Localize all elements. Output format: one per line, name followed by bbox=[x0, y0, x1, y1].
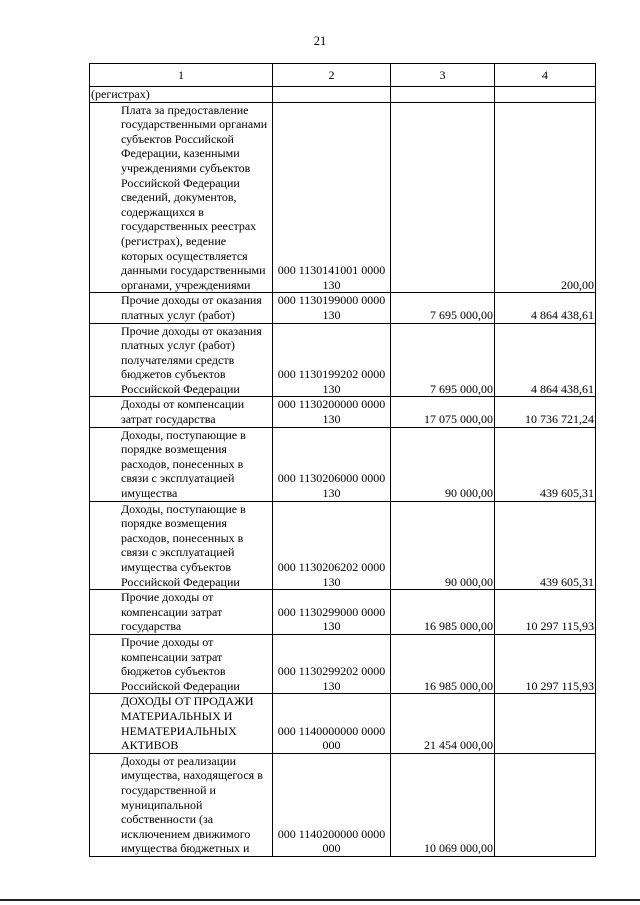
row-actual-cell-text: 10 297 115,93 bbox=[525, 619, 594, 634]
row-code-cell bbox=[273, 694, 391, 753]
column-header: 3 bbox=[391, 64, 495, 87]
row-code-cell bbox=[273, 87, 391, 103]
row-plan-cell-text: 21 454 000,00 bbox=[424, 738, 493, 753]
row-actual-cell bbox=[495, 501, 596, 590]
row-name-cell-text: Прочие доходы от оказания платных услуг (работ) bbox=[121, 293, 262, 322]
row-name-cell bbox=[90, 323, 273, 397]
row-actual-cell-text: 10 736 721,24 bbox=[525, 412, 594, 427]
row-plan-cell bbox=[391, 753, 495, 856]
row-plan-cell-text: 7 695 000,00 bbox=[430, 381, 493, 396]
row-code-cell bbox=[273, 102, 391, 293]
row-plan-cell bbox=[391, 590, 495, 635]
row-plan-cell-text: 90 000,00 bbox=[445, 574, 493, 589]
row-actual-cell-text: 10 297 115,93 bbox=[525, 678, 594, 693]
table-row bbox=[90, 427, 596, 501]
row-actual-cell-text: 4 864 438,61 bbox=[531, 381, 594, 396]
row-name-cell bbox=[90, 694, 273, 753]
row-plan-cell bbox=[391, 694, 495, 753]
row-actual-cell bbox=[495, 634, 596, 693]
table-row bbox=[90, 87, 596, 103]
row-name-cell-text: ДОХОДЫ ОТ ПРОДАЖИ МАТЕРИАЛЬНЫХ И НЕМАТЕРИАЛЬНЫХ АКТИВОВ bbox=[121, 694, 254, 753]
row-actual-cell bbox=[495, 102, 596, 293]
row-name-cell bbox=[90, 102, 273, 293]
table-row bbox=[90, 634, 596, 693]
column-header: 4 bbox=[495, 64, 596, 87]
table-row bbox=[90, 501, 596, 590]
table-row bbox=[90, 694, 596, 753]
row-plan-cell-text: 17 075 000,00 bbox=[424, 412, 493, 427]
row-actual-cell bbox=[495, 87, 596, 103]
row-name-cell-text: (регистрах) bbox=[91, 87, 150, 101]
table-row bbox=[90, 753, 596, 856]
row-code-cell bbox=[273, 293, 391, 323]
row-actual-cell-text: 439 605,31 bbox=[540, 486, 594, 501]
row-plan-cell bbox=[391, 102, 495, 293]
row-name-cell-text: Прочие доходы от компенсации затрат бюджетов субъектов Российской Федерации bbox=[121, 634, 240, 693]
row-plan-cell-text: 10 069 000,00 bbox=[424, 841, 493, 856]
row-name-cell bbox=[90, 397, 273, 427]
column-header: 2 bbox=[273, 64, 391, 87]
row-code-cell-text: 000 1140200000 0000 000 bbox=[277, 826, 386, 856]
row-plan-cell bbox=[391, 87, 495, 103]
row-code-cell bbox=[273, 427, 391, 501]
row-plan-cell-text: 7 695 000,00 bbox=[430, 307, 493, 322]
row-code-cell bbox=[273, 397, 391, 427]
row-name-cell bbox=[90, 634, 273, 693]
row-plan-cell-text: 90 000,00 bbox=[445, 486, 493, 501]
row-actual-cell-text: 4 864 438,61 bbox=[531, 307, 594, 322]
revenue-table bbox=[89, 63, 596, 857]
row-name-cell-text: Прочие доходы от компенсации затрат государства bbox=[121, 590, 223, 634]
row-name-cell-text: Доходы от компенсации затрат государства bbox=[121, 397, 245, 427]
page-bottom-rule bbox=[0, 899, 640, 901]
table-row bbox=[90, 323, 596, 397]
row-plan-cell bbox=[391, 427, 495, 501]
row-plan-cell bbox=[391, 293, 495, 323]
row-code-cell-text: 000 1130199202 0000 130 bbox=[277, 367, 386, 396]
row-code-cell-text: 000 1130199000 0000 130 bbox=[277, 293, 386, 322]
table-row bbox=[90, 293, 596, 323]
row-plan-cell bbox=[391, 397, 495, 427]
row-code-cell-text: 000 1130200000 0000 130 bbox=[277, 397, 386, 427]
row-name-cell-text: Плата за предоставление государственными органами субъектов Российской Федерации, казенными учреждениями субъектов Российской Федерации сведений, документов, содержащихся в государственных реестрах (регистрах), ведение которых осуществляется данными государственными органами, учреждениями bbox=[121, 102, 268, 292]
row-actual-cell bbox=[495, 427, 596, 501]
row-actual-cell bbox=[495, 694, 596, 753]
row-name-cell-text: Доходы от реализации имущества, находящегося в государственной и муниципальной собственности (за исключением движимого имущества бюджетных и bbox=[121, 753, 263, 856]
row-name-cell bbox=[90, 501, 273, 590]
row-actual-cell-text: 439 605,31 bbox=[540, 574, 594, 589]
row-code-cell bbox=[273, 753, 391, 856]
table-header-row bbox=[90, 64, 596, 87]
row-code-cell bbox=[273, 501, 391, 590]
row-code-cell-text: 000 1130206202 0000 130 bbox=[277, 560, 386, 589]
row-name-cell bbox=[90, 753, 273, 856]
row-code-cell-text: 000 1130299000 0000 130 bbox=[277, 604, 386, 634]
row-plan-cell bbox=[391, 634, 495, 693]
row-name-cell bbox=[90, 427, 273, 501]
row-name-cell-text: Доходы, поступающие в порядке возмещения расходов, понесенных в связи с эксплуатацией имущества bbox=[121, 427, 246, 501]
row-actual-cell bbox=[495, 397, 596, 427]
row-name-cell bbox=[90, 590, 273, 635]
row-plan-cell bbox=[391, 323, 495, 397]
row-name-cell-text: Прочие доходы от оказания платных услуг (работ) получателями средств бюджетов субъектов Российской Федерации bbox=[121, 323, 262, 396]
table-row bbox=[90, 102, 596, 293]
row-name-cell-text: Доходы, поступающие в порядке возмещения расходов, понесенных в связи с эксплуатацией имущества субъектов Российской Федерации bbox=[121, 501, 246, 589]
row-actual-cell bbox=[495, 590, 596, 635]
row-code-cell bbox=[273, 323, 391, 397]
row-actual-cell bbox=[495, 753, 596, 856]
row-plan-cell-text: 16 985 000,00 bbox=[424, 619, 493, 634]
row-plan-cell bbox=[391, 501, 495, 590]
row-name-cell bbox=[90, 87, 273, 103]
row-code-cell-text: 000 1130141001 0000 130 bbox=[277, 263, 386, 292]
row-actual-cell bbox=[495, 323, 596, 397]
table-row bbox=[90, 590, 596, 635]
page-number: 21 bbox=[313, 34, 327, 48]
row-actual-cell-text: 200,00 bbox=[561, 277, 594, 292]
column-header: 1 bbox=[90, 64, 273, 87]
row-code-cell bbox=[273, 590, 391, 635]
row-name-cell bbox=[90, 293, 273, 323]
row-actual-cell bbox=[495, 293, 596, 323]
row-code-cell-text: 000 1130299202 0000 130 bbox=[277, 664, 386, 693]
row-code-cell-text: 000 1140000000 0000 000 bbox=[277, 723, 386, 753]
row-code-cell bbox=[273, 634, 391, 693]
row-plan-cell-text: 16 985 000,00 bbox=[424, 678, 493, 693]
table-row bbox=[90, 397, 596, 427]
row-code-cell-text: 000 1130206000 0000 130 bbox=[277, 471, 386, 501]
